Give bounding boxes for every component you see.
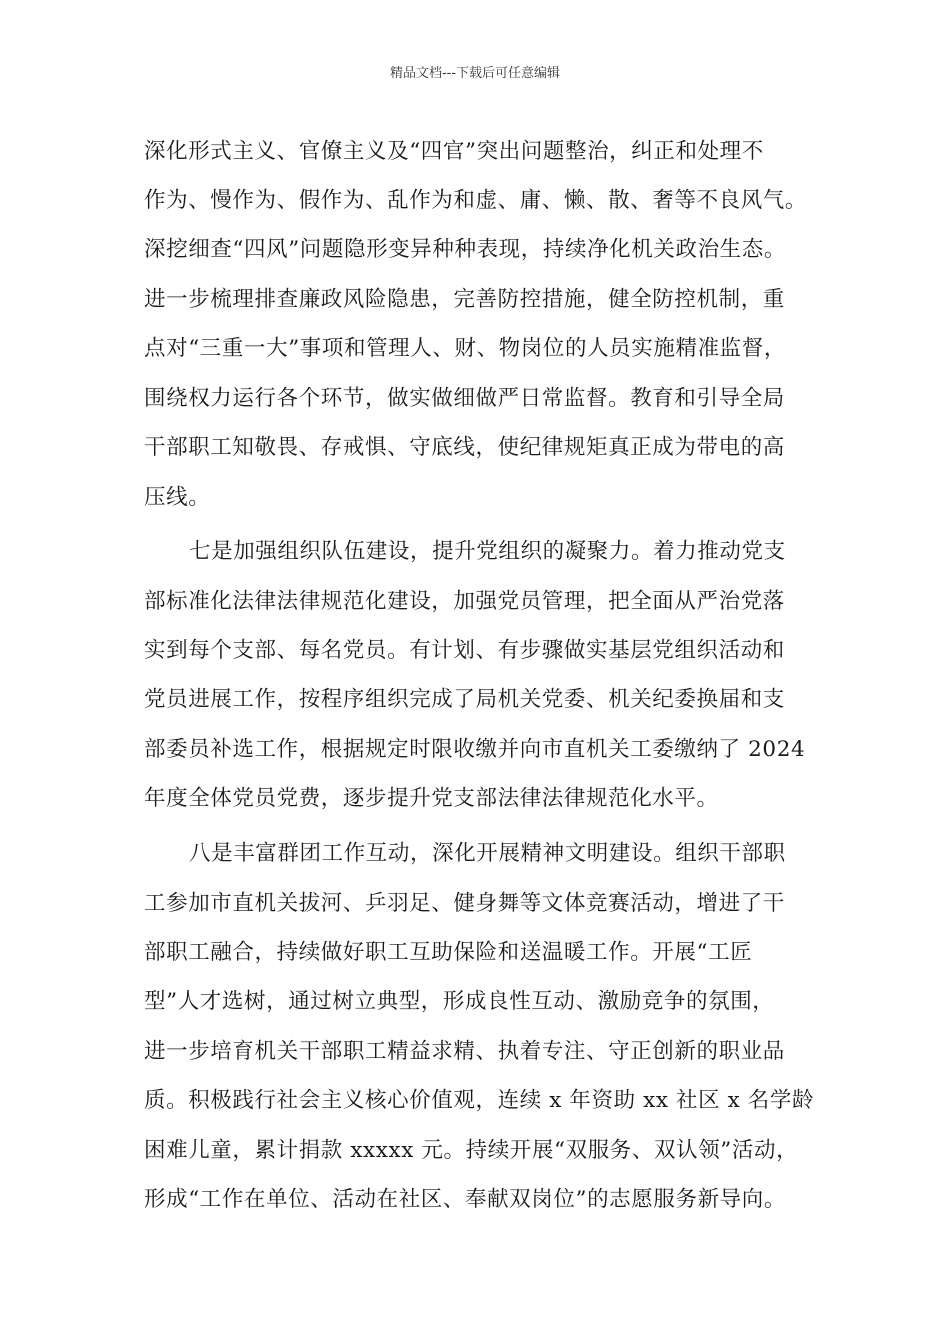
text-line: 质。积极践行社会主义核心价值观，连续 x 年资助 xx 社区 x 名学龄 <box>144 1088 815 1113</box>
text-line: 型”人才选树，通过树立典型，形成良性互动、激励竞争的氛围， <box>144 989 775 1014</box>
text-line: 困难儿童，累计捐款 xxxxx 元。持续开展“双服务、双认领”活动， <box>144 1138 799 1163</box>
text-line: 部标准化法律法律规范化建设，加强党员管理，把全面从严治党落 <box>144 589 785 614</box>
text-line: 干部职工知敬畏、存戒惧、守底线，使纪律规矩真正成为带电的高 <box>144 435 785 460</box>
paragraph-start-line: 八是丰富群团工作互动，深化开展精神文明建设。组织干部职 <box>189 841 786 866</box>
paragraph-start-line: 七是加强组织队伍建设，提升党组织的凝聚力。着力推动党支 <box>189 539 786 564</box>
text-line: 作为、慢作为、假作为、乱作为和虚、庸、懒、散、奢等不良风气。 <box>144 188 808 213</box>
text-line: 党员进展工作，按程序组织完成了局机关党委、机关纪委换届和支 <box>144 687 785 712</box>
text-line: 年度全体党员党费，逐步提升党支部法律法律规范化水平。 <box>144 786 719 811</box>
text-line: 围绕权力运行各个环节，做实做细做严日常监督。教育和引导全局 <box>144 386 785 411</box>
text-line: 部委员补选工作，根据规定时限收缴并向市直机关工委缴纳了 2024 <box>144 737 806 762</box>
page-header: 精品文档---下载后可任意编辑 <box>389 66 561 81</box>
text-line: 深化形式主义、官僚主义及“四官”突出问题整治，纠正和处理不 <box>144 139 764 164</box>
text-line: 进一步培育机关干部职工精益求精、执着专注、守正创新的职业品 <box>144 1039 785 1064</box>
text-line: 形成“工作在单位、活动在社区、奉献双岗位”的志愿服务新导向。 <box>144 1187 786 1212</box>
text-line: 点对“三重一大”事项和管理人、财、物岗位的人员实施精准监督， <box>144 336 786 361</box>
text-line: 进一步梳理排查廉政风险隐患，完善防控措施，健全防控机制，重 <box>144 287 785 312</box>
text-line: 部职工融合，持续做好职工互助保险和送温暖工作。开展“工匠 <box>144 940 753 965</box>
text-line: 深挖细查“四风”问题隐形变异种种表现，持续净化机关政治生态。 <box>144 237 786 262</box>
text-line: 压线。 <box>144 485 211 510</box>
text-line: 工参加市直机关拔河、乒羽足、健身舞等文体竞赛活动，增进了干 <box>144 891 785 916</box>
text-line: 实到每个支部、每名党员。有计划、有步骤做实基层党组织活动和 <box>144 638 785 663</box>
